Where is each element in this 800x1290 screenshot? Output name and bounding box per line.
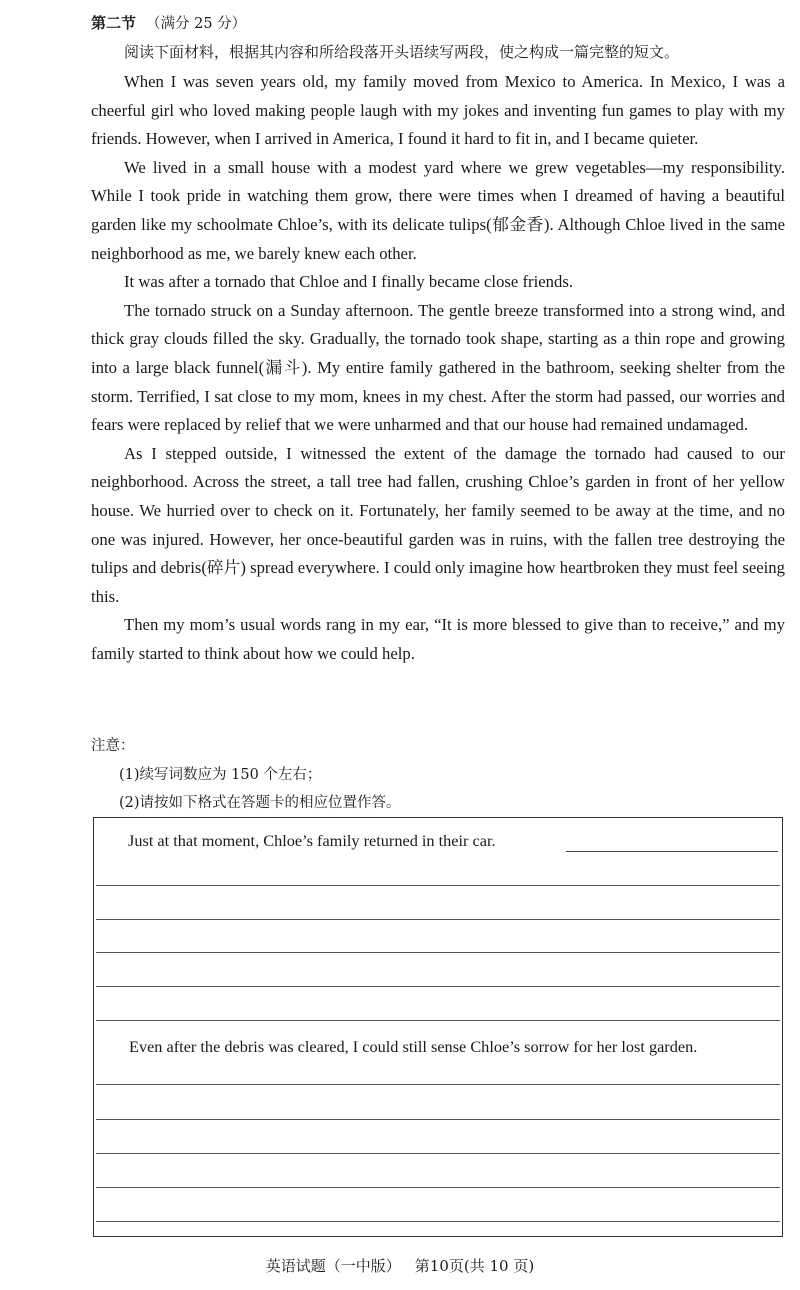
section-header: [91, 13, 246, 34]
passage-paragraph-5: As I stepped outside, I witnessed the extent of the damage the tornado had caused to our neighborhood. Across the street, a tall tree had fallen, crushing Chloe’s garden in front of her yellow house. We hurried over to check on it. Fortunately, her family seemed to be away at the time, and no one was injured. However, her once-beautiful garden was in ruins, with the fallen tree destroying the tulips and debris(碎片) spread everywhere. I could only imagine how heartbroken they must feel seeing this.: [91, 443, 785, 606]
paragraph-1-opening: Just at that moment, Chloe’s family returned in their car.: [128, 831, 496, 850]
writing-line[interactable]: [96, 1020, 780, 1021]
writing-line[interactable]: [96, 952, 780, 953]
passage-paragraph-6: Then my mom’s usual words rang in my ear, “It is more blessed to give than to receive,” and my family started to think about how we could help.: [91, 615, 785, 663]
page-footer: [0, 1256, 800, 1276]
footer-exam-name: 英语试题（一中版）: [265, 1257, 401, 1275]
note-item-1: (1)续写词数应为 150 个左右；: [119, 766, 322, 783]
section-score: （满分 25 分）: [146, 16, 247, 32]
notes-section: [91, 732, 401, 818]
section-title: 第二节: [91, 14, 137, 32]
passage-paragraph-1: When I was seven years old, my family moved from Mexico to America. In Mexico, I was a cheerful girl who loved making people laugh with my jokes and inventing fun games to play with my friends. However, when I arrived in America, I found it hard to fit in, and I became quieter.: [91, 72, 785, 149]
task-instruction: 阅读下面材料，根据其内容和所给段落开头语续写两段，使之构成一篇完整的短文。: [124, 43, 680, 61]
writing-line[interactable]: [96, 1187, 780, 1188]
passage-paragraph-3: It was after a tornado that Chloe and I finally became close friends.: [124, 272, 573, 292]
footer-page-number: 第10页(共 10 页): [414, 1257, 535, 1275]
paragraph-2-opening: Even after the debris was cleared, I could still sense Chloe’s sorrow for her lost garden.: [129, 1037, 698, 1056]
reading-passage: [91, 68, 785, 668]
writing-line[interactable]: [566, 851, 778, 852]
answer-box: [93, 817, 783, 1237]
writing-line[interactable]: [96, 885, 780, 886]
note-item-2: (2)请按如下格式在答题卡的相应位置作答。: [119, 795, 401, 811]
passage-paragraph-4: The tornado struck on a Sunday afternoon. The gentle breeze transformed into a strong wind, and thick gray clouds filled the sky. Gradually, the tornado took shape, starting as a thin rope and growing into a large black funnel(漏斗). My entire family gathered in the bathroom, seeking shelter from the storm. Terrified, I sat close to my mom, knees in my chest. After the storm had passed, our worries and fears were replaced by relief that we were unharmed and that our house had remained undamaged.: [91, 300, 785, 435]
notes-heading: 注意：: [91, 738, 135, 754]
writing-line[interactable]: [96, 1153, 780, 1154]
passage-paragraph-2: We lived in a small house with a modest yard where we grew vegetables—my responsibility. While I took pride in watching them grow, there were times when I dreamed of having a beautiful garden like my schoolmate Chloe’s, with its delicate tulips(郁金香). Although Chloe lived in the same neighborhood as me, we barely knew each other.: [91, 157, 785, 263]
writing-line[interactable]: [96, 1119, 780, 1120]
writing-line[interactable]: [96, 986, 780, 987]
writing-line[interactable]: [96, 919, 780, 920]
writing-line[interactable]: [96, 1084, 780, 1085]
writing-line[interactable]: [96, 1221, 780, 1222]
